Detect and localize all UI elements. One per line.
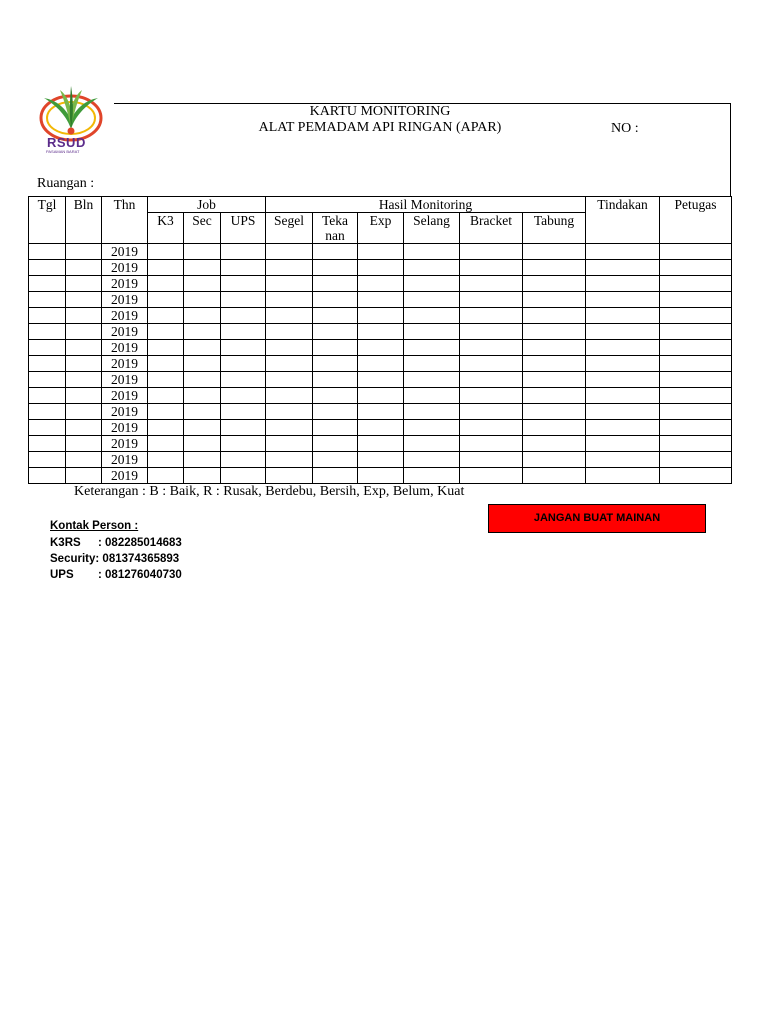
empty-cell	[660, 388, 732, 404]
empty-cell	[221, 244, 266, 260]
number-label: NO :	[611, 121, 639, 136]
empty-cell	[266, 340, 313, 356]
empty-cell	[523, 356, 586, 372]
empty-cell	[586, 276, 660, 292]
empty-cell	[66, 404, 102, 420]
empty-cell	[460, 292, 523, 308]
empty-cell	[148, 452, 184, 468]
empty-cell	[313, 404, 358, 420]
empty-cell	[460, 260, 523, 276]
year-cell: 2019	[102, 340, 148, 356]
empty-cell	[148, 244, 184, 260]
empty-cell	[148, 292, 184, 308]
header-tabung: Tabung	[523, 213, 586, 244]
empty-cell	[29, 276, 66, 292]
header-row-1	[29, 197, 732, 213]
empty-cell	[404, 420, 460, 436]
header-sec: Sec	[184, 213, 221, 244]
year-cell: 2019	[102, 276, 148, 292]
empty-cell	[221, 420, 266, 436]
empty-cell	[66, 356, 102, 372]
empty-cell	[523, 404, 586, 420]
empty-cell	[148, 260, 184, 276]
empty-cell	[660, 276, 732, 292]
empty-cell	[66, 468, 102, 484]
empty-cell	[660, 260, 732, 276]
empty-cell	[404, 372, 460, 388]
empty-cell	[586, 340, 660, 356]
empty-cell	[404, 468, 460, 484]
empty-cell	[523, 244, 586, 260]
empty-cell	[523, 436, 586, 452]
empty-cell	[221, 340, 266, 356]
empty-cell	[266, 324, 313, 340]
empty-cell	[313, 292, 358, 308]
empty-cell	[66, 276, 102, 292]
year-cell: 2019	[102, 244, 148, 260]
empty-cell	[66, 340, 102, 356]
empty-cell	[266, 468, 313, 484]
empty-cell	[460, 324, 523, 340]
empty-cell	[460, 404, 523, 420]
empty-cell	[148, 420, 184, 436]
empty-cell	[148, 404, 184, 420]
empty-cell	[66, 436, 102, 452]
empty-cell	[586, 404, 660, 420]
empty-cell	[184, 276, 221, 292]
empty-cell	[29, 372, 66, 388]
contact-security	[50, 553, 179, 565]
empty-cell	[660, 452, 732, 468]
year-cell: 2019	[102, 324, 148, 340]
empty-cell	[29, 388, 66, 404]
empty-cell	[29, 260, 66, 276]
empty-cell	[66, 372, 102, 388]
empty-cell	[404, 324, 460, 340]
empty-cell	[660, 372, 732, 388]
contact-label: UPS	[50, 569, 74, 581]
empty-cell	[29, 244, 66, 260]
empty-cell	[184, 452, 221, 468]
empty-cell	[184, 292, 221, 308]
empty-cell	[523, 292, 586, 308]
empty-cell	[266, 276, 313, 292]
empty-cell	[523, 276, 586, 292]
empty-cell	[586, 452, 660, 468]
ruangan-label: Ruangan :	[37, 176, 95, 191]
empty-cell	[313, 340, 358, 356]
empty-cell	[221, 276, 266, 292]
header-tekanan: Teka nan	[313, 213, 358, 244]
empty-cell	[660, 356, 732, 372]
empty-cell	[221, 436, 266, 452]
empty-cell	[660, 308, 732, 324]
empty-cell	[66, 324, 102, 340]
header-tgl: Tgl	[29, 197, 66, 244]
empty-cell	[221, 260, 266, 276]
empty-cell	[184, 244, 221, 260]
empty-cell	[358, 452, 404, 468]
table-row	[29, 372, 732, 388]
header-bln: Bln	[66, 197, 102, 244]
empty-cell	[404, 436, 460, 452]
contact-title: Kontak Person :	[50, 520, 139, 532]
empty-cell	[29, 468, 66, 484]
header-job: Job	[148, 197, 266, 213]
year-cell: 2019	[102, 356, 148, 372]
year-cell: 2019	[102, 388, 148, 404]
empty-cell	[313, 388, 358, 404]
empty-cell	[586, 468, 660, 484]
empty-cell	[148, 356, 184, 372]
empty-cell	[221, 308, 266, 324]
empty-cell	[586, 356, 660, 372]
logo-subtext: PASAMAN BARAT	[46, 149, 80, 154]
empty-cell	[221, 324, 266, 340]
empty-cell	[266, 436, 313, 452]
table-row	[29, 420, 732, 436]
empty-cell	[460, 436, 523, 452]
empty-cell	[184, 308, 221, 324]
table-row	[29, 436, 732, 452]
empty-cell	[460, 388, 523, 404]
warning-box: JANGAN BUAT MAINAN	[488, 504, 706, 533]
table-row	[29, 468, 732, 484]
empty-cell	[523, 308, 586, 324]
empty-cell	[358, 276, 404, 292]
empty-cell	[148, 436, 184, 452]
empty-cell	[184, 436, 221, 452]
header-petugas: Petugas	[660, 197, 732, 244]
empty-cell	[266, 420, 313, 436]
table-row	[29, 452, 732, 468]
empty-cell	[66, 420, 102, 436]
empty-cell	[266, 244, 313, 260]
empty-cell	[586, 324, 660, 340]
empty-cell	[266, 292, 313, 308]
empty-cell	[404, 260, 460, 276]
empty-cell	[586, 308, 660, 324]
empty-cell	[184, 388, 221, 404]
empty-cell	[660, 468, 732, 484]
empty-cell	[66, 452, 102, 468]
contact-number: : 081276040730	[98, 569, 182, 581]
contact-label: Security:	[50, 553, 100, 565]
empty-cell	[358, 340, 404, 356]
empty-cell	[148, 340, 184, 356]
empty-cell	[586, 244, 660, 260]
empty-cell	[660, 404, 732, 420]
empty-cell	[404, 340, 460, 356]
empty-cell	[313, 372, 358, 388]
empty-cell	[313, 324, 358, 340]
table-row	[29, 388, 732, 404]
empty-cell	[358, 244, 404, 260]
legend-text: Keterangan : B : Baik, R : Rusak, Berdebu, Bersih, Exp, Belum, Kuat	[74, 484, 465, 499]
empty-cell	[313, 420, 358, 436]
table-row	[29, 244, 732, 260]
empty-cell	[460, 244, 523, 260]
header-hasil-monitoring: Hasil Monitoring	[266, 197, 586, 213]
table-row	[29, 292, 732, 308]
empty-cell	[29, 340, 66, 356]
empty-cell	[148, 276, 184, 292]
empty-cell	[460, 372, 523, 388]
empty-cell	[266, 308, 313, 324]
empty-cell	[184, 356, 221, 372]
logo-text: RSUD	[47, 135, 86, 150]
empty-cell	[266, 372, 313, 388]
empty-cell	[184, 324, 221, 340]
empty-cell	[313, 452, 358, 468]
header-k3: K3	[148, 213, 184, 244]
empty-cell	[313, 260, 358, 276]
empty-cell	[660, 420, 732, 436]
empty-cell	[358, 324, 404, 340]
empty-cell	[184, 340, 221, 356]
card-title: KARTU MONITORING	[309, 104, 451, 119]
empty-cell	[404, 356, 460, 372]
header-bracket: Bracket	[460, 213, 523, 244]
empty-cell	[221, 452, 266, 468]
empty-cell	[523, 260, 586, 276]
empty-cell	[148, 308, 184, 324]
empty-cell	[404, 452, 460, 468]
empty-cell	[358, 260, 404, 276]
year-cell: 2019	[102, 420, 148, 436]
empty-cell	[460, 308, 523, 324]
empty-cell	[148, 324, 184, 340]
empty-cell	[404, 292, 460, 308]
contact-number: 081374365893	[102, 553, 180, 565]
empty-cell	[313, 356, 358, 372]
empty-cell	[660, 244, 732, 260]
empty-cell	[221, 388, 266, 404]
contact-ups	[50, 569, 182, 581]
empty-cell	[523, 324, 586, 340]
empty-cell	[29, 308, 66, 324]
empty-cell	[313, 244, 358, 260]
empty-cell	[523, 340, 586, 356]
empty-cell	[358, 436, 404, 452]
empty-cell	[358, 372, 404, 388]
empty-cell	[148, 468, 184, 484]
table-row	[29, 404, 732, 420]
empty-cell	[184, 468, 221, 484]
year-cell: 2019	[102, 372, 148, 388]
empty-cell	[266, 404, 313, 420]
empty-cell	[460, 452, 523, 468]
empty-cell	[313, 308, 358, 324]
year-cell: 2019	[102, 292, 148, 308]
empty-cell	[66, 260, 102, 276]
empty-cell	[148, 388, 184, 404]
empty-cell	[29, 420, 66, 436]
empty-cell	[523, 468, 586, 484]
empty-cell	[358, 308, 404, 324]
empty-cell	[221, 372, 266, 388]
empty-cell	[460, 468, 523, 484]
card-subtitle: ALAT PEMADAM API RINGAN (APAR)	[258, 120, 502, 135]
empty-cell	[29, 324, 66, 340]
empty-cell	[221, 468, 266, 484]
empty-cell	[358, 468, 404, 484]
contact-k3rs	[50, 537, 182, 549]
empty-cell	[66, 292, 102, 308]
empty-cell	[358, 292, 404, 308]
table-row	[29, 276, 732, 292]
header-tindakan: Tindakan	[586, 197, 660, 244]
empty-cell	[660, 292, 732, 308]
empty-cell	[586, 260, 660, 276]
empty-cell	[523, 420, 586, 436]
empty-cell	[184, 420, 221, 436]
empty-cell	[404, 308, 460, 324]
empty-cell	[404, 276, 460, 292]
year-cell: 2019	[102, 436, 148, 452]
empty-cell	[358, 356, 404, 372]
empty-cell	[29, 356, 66, 372]
empty-cell	[586, 388, 660, 404]
empty-cell	[358, 404, 404, 420]
empty-cell	[313, 468, 358, 484]
empty-cell	[66, 244, 102, 260]
year-cell: 2019	[102, 308, 148, 324]
empty-cell	[313, 276, 358, 292]
table-row	[29, 340, 732, 356]
empty-cell	[586, 372, 660, 388]
empty-cell	[460, 276, 523, 292]
header-ups: UPS	[221, 213, 266, 244]
empty-cell	[184, 260, 221, 276]
empty-cell	[404, 404, 460, 420]
empty-cell	[460, 356, 523, 372]
empty-cell	[660, 324, 732, 340]
empty-cell	[29, 404, 66, 420]
empty-cell	[66, 308, 102, 324]
header-selang: Selang	[404, 213, 460, 244]
empty-cell	[523, 388, 586, 404]
header-right-border	[730, 103, 731, 196]
year-cell: 2019	[102, 468, 148, 484]
year-cell: 2019	[102, 404, 148, 420]
empty-cell	[460, 420, 523, 436]
year-cell: 2019	[102, 260, 148, 276]
empty-cell	[266, 452, 313, 468]
empty-cell	[221, 404, 266, 420]
empty-cell	[148, 372, 184, 388]
empty-cell	[523, 452, 586, 468]
empty-cell	[358, 388, 404, 404]
empty-cell	[221, 292, 266, 308]
table-row	[29, 356, 732, 372]
empty-cell	[29, 452, 66, 468]
empty-cell	[266, 260, 313, 276]
empty-cell	[221, 356, 266, 372]
header-exp: Exp	[358, 213, 404, 244]
contact-label: K3RS	[50, 537, 81, 549]
empty-cell	[586, 292, 660, 308]
empty-cell	[29, 292, 66, 308]
empty-cell	[29, 436, 66, 452]
empty-cell	[460, 340, 523, 356]
empty-cell	[358, 420, 404, 436]
empty-cell	[184, 404, 221, 420]
monitoring-table	[28, 196, 732, 484]
year-cell: 2019	[102, 452, 148, 468]
header-thn: Thn	[102, 197, 148, 244]
empty-cell	[313, 436, 358, 452]
table-row	[29, 324, 732, 340]
empty-cell	[266, 388, 313, 404]
empty-cell	[266, 356, 313, 372]
empty-cell	[184, 372, 221, 388]
empty-cell	[404, 388, 460, 404]
table-row	[29, 260, 732, 276]
empty-cell	[660, 340, 732, 356]
header-segel: Segel	[266, 213, 313, 244]
empty-cell	[660, 436, 732, 452]
contact-number: : 082285014683	[98, 537, 182, 549]
empty-cell	[586, 420, 660, 436]
empty-cell	[404, 244, 460, 260]
empty-cell	[586, 436, 660, 452]
empty-cell	[66, 388, 102, 404]
empty-cell	[523, 372, 586, 388]
table-row	[29, 308, 732, 324]
